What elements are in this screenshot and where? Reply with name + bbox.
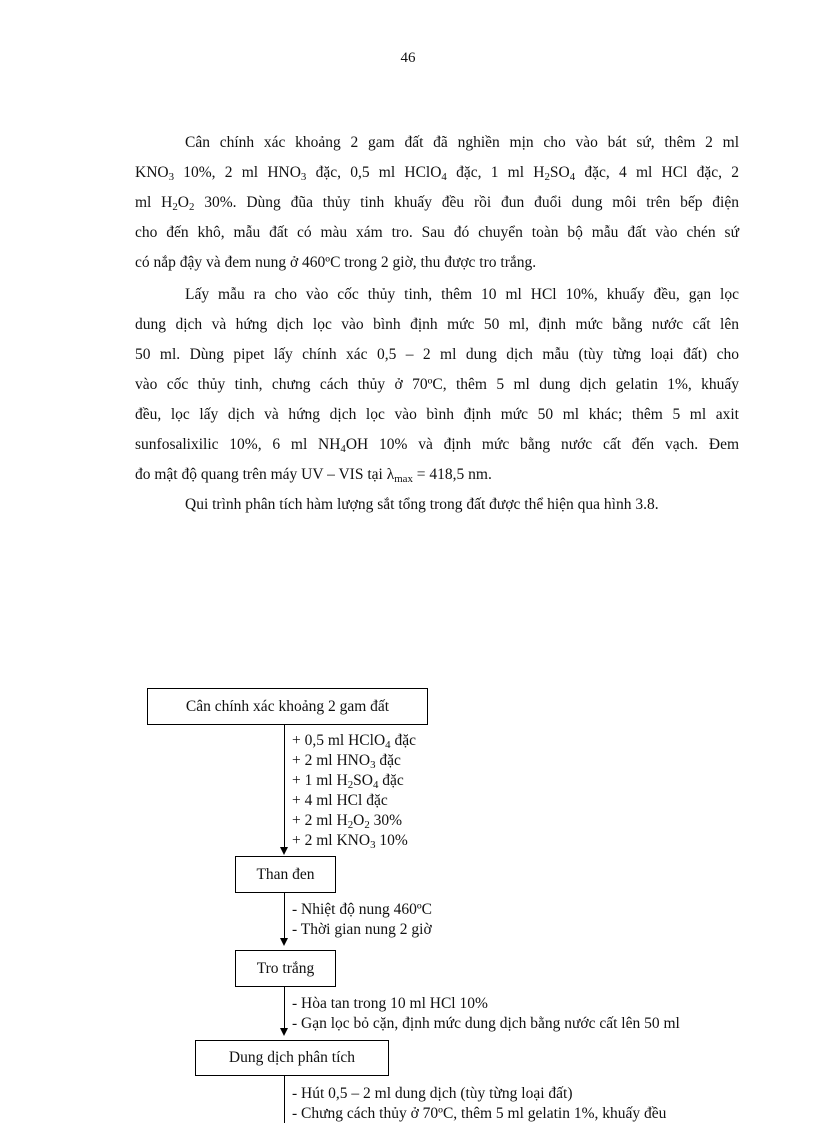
flow-connector — [284, 892, 285, 938]
paragraph-2-line: đo mật độ quang trên máy UV – VIS tại $\lambda_{max} = 418,5$ nm. — [135, 466, 492, 485]
flow-step-reagents — [292, 731, 416, 851]
paragraph-2-line: Lấy mẫu ra cho vào cốc thủy tinh, thêm 10 ml HCl 10%, khuấy đều, gạn lọc — [185, 286, 739, 303]
step-line: - Hòa tan trong 10 ml HCl 10% — [292, 995, 488, 1012]
flow-arrow-icon — [280, 847, 288, 855]
step-line: - Hút 0,5 – 2 ml dung dịch (tùy từng loại đất) — [292, 1085, 573, 1102]
paragraph-3 — [135, 490, 739, 520]
reagent-line: + 1 ml $H_2SO_4$ đặc — [292, 772, 404, 791]
flow-connector — [284, 724, 285, 847]
flow-box-black-char: Than đen — [235, 856, 336, 893]
step-line: - Gạn lọc bỏ cặn, định mức dung dịch bằng nước cất lên 50 ml — [292, 1015, 680, 1032]
paragraph-1-line: cho đến khô, mẫu đất có màu xám tro. Sau đó chuyển toàn bộ mẫu đất vào chén sứ — [135, 224, 739, 241]
step-line: - Thời gian nung 2 giờ — [292, 921, 432, 938]
flow-box-white-ash: Tro trắng — [235, 950, 336, 987]
flow-step-gelatin — [292, 1084, 666, 1124]
flow-box-weigh-soil: Cân chính xác khoảng 2 gam đất — [147, 688, 428, 725]
reagent-line: + 2 ml $KNO_3$ 10% — [292, 832, 408, 851]
paragraph-1-line: Cân chính xác khoảng 2 gam đất đã nghiền mịn cho vào bát sứ, thêm 2 ml — [185, 134, 739, 151]
flow-arrow-icon — [280, 1028, 288, 1036]
paragraph-2-line: 50 ml. Dùng pipet lấy chính xác 0,5 – 2 ml dung dịch mẫu (tùy từng loại đất) cho — [135, 346, 739, 363]
paragraph-2-line: sunfosalixilic 10%, 6 ml $NH_4OH$ 10% và định mức bằng nước cất đến vạch. Đem — [135, 436, 739, 455]
paragraph-2-line: dung dịch và hứng dịch lọc vào bình định mức 50 ml, định mức bằng nước cất lên — [135, 316, 739, 333]
step-line: - Chưng cách thủy ở 70ºC, thêm 5 ml gelatin 1%, khuấy đều — [292, 1105, 667, 1122]
flow-connector — [284, 986, 285, 1028]
flow-step-dissolve — [292, 994, 680, 1034]
reagent-line: + 2 ml $H_2O_2$ 30% — [292, 812, 403, 831]
flow-step-ashing — [292, 900, 432, 940]
paragraph-1-line: có nắp đậy và đem nung ở 460ºC trong 2 giờ, thu được tro trắng. — [135, 254, 537, 271]
reagent-line: + 0,5 ml HClO$_4$ đặc — [292, 732, 416, 751]
flow-box-analysis-solution: Dung dịch phân tích — [195, 1040, 389, 1076]
flow-connector — [284, 1074, 285, 1123]
paragraph-2 — [135, 280, 739, 490]
flow-arrow-icon — [280, 938, 288, 946]
paragraph-3-line: Qui trình phân tích hàm lượng sắt tổng trong đất được thể hiện qua hình 3.8. — [185, 496, 659, 513]
paragraph-2-line: đều, lọc lấy dịch và hứng dịch lọc vào bình định mức 50 ml khác; thêm 5 ml axit — [135, 406, 739, 423]
paragraph-1-line: $KNO_3$ 10%, 2 ml $HNO_3$ đặc, 0,5 ml HClO$_4$ đặc, 1 ml $H_2SO_4$ đặc, 4 ml HCl đặc, 2 — [135, 164, 739, 183]
page-number: 46 — [400, 50, 416, 66]
step-line: - Nhiệt độ nung 460ºC — [292, 901, 432, 918]
reagent-line: + 4 ml HCl đặc — [292, 792, 388, 809]
reagent-line: + 2 ml $HNO_3$ đặc — [292, 752, 401, 771]
paragraph-2-line: vào cốc thủy tinh, chưng cách thủy ở 70ºC, thêm 5 ml dung dịch gelatin 1%, khuấy — [135, 376, 739, 393]
paragraph-1 — [135, 128, 739, 278]
paragraph-1-line: ml $H_2O_2$ 30%. Dùng đũa thủy tinh khuấy đều rồi đun đuổi dung môi trên bếp điện — [135, 194, 739, 213]
